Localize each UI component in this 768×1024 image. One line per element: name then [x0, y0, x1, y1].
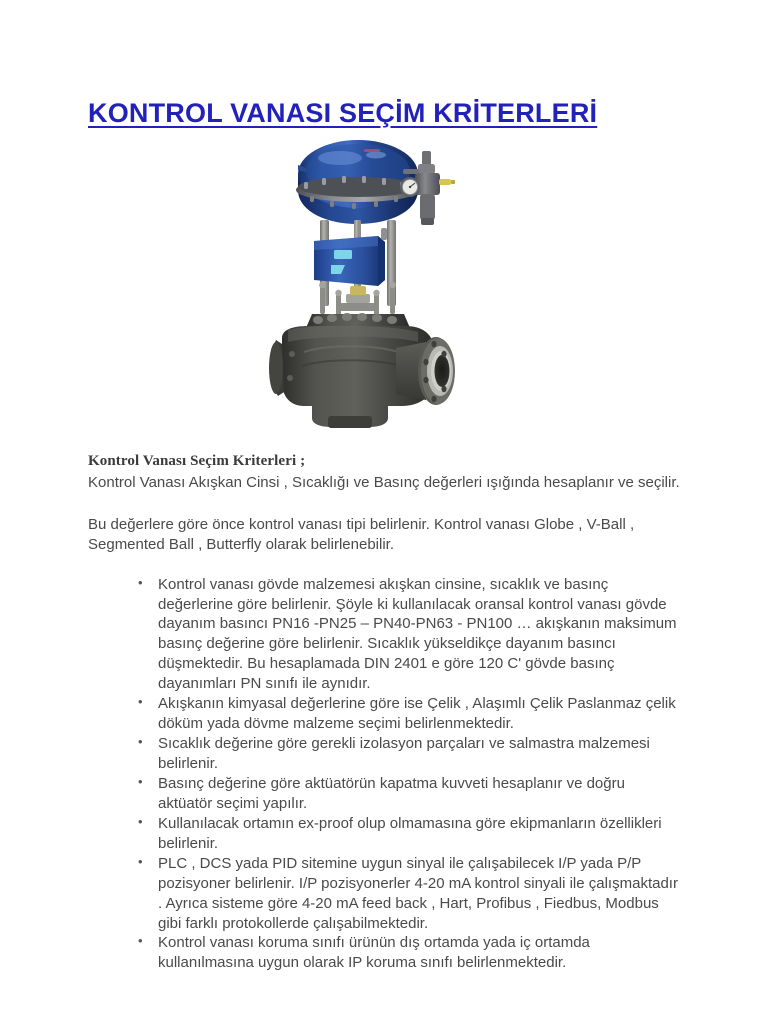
stem-coupling	[340, 286, 376, 311]
criteria-list	[88, 575, 682, 974]
inlet-flange	[269, 340, 284, 396]
page-title: KONTROL VANASI SEÇİM KRİTERLERİ	[88, 98, 598, 129]
paragraph-spacer	[88, 493, 682, 515]
list-item: • Kontrol vanası gövde malzemesi akışkan cinsine, sıcaklık ve basınç değerlerine göre belirlenir. Şöyle ki kullanılacak oransal kontrol vanası gövde dayanım basıncı PN16 -PN25 – PN40-PN63 - PN100 … akışkanın maksimum basınç değerine göre belirlenir. Sıcaklık yükseldikçe dayanım basıncı düşmektedir. Bu hesaplamada DIN 2401 e göre 120 C' gövde basınç dayanımları PN sınıfı ile aynıdır.	[88, 575, 682, 695]
lead-paragraph: Kontrol Vanası Akışkan Cinsi , Sıcaklığı ve Basınç değerleri ışığında hesaplanır ve seçilir.	[88, 473, 680, 491]
pressure-gauge	[400, 177, 420, 197]
list-item: • Basınç değerine göre aktüatörün kapatma kuvveti hesaplanır ve doğru aktüatör seçimi yapılır.	[88, 774, 682, 814]
document-body	[88, 452, 682, 973]
list-item: • Sıcaklık değerine göre gerekli izolasyon parçaları ve salmastra malzemesi belirlenir.	[88, 734, 682, 774]
brass-fitting	[439, 179, 451, 185]
list-item: • PLC , DCS yada PID sitemine uygun sinyal ile çalışabilecek I/P yada P/P pozisyoner belirlenir. I/P pozisyonerler 4-20 mA kontrol sinyali ile çalışmaktadır . Ayrıca sisteme göre 4-20 mA feed back , Hart, Profibus , Fiedbus, Modbus gibi farklı protokollerde çalışabilmektedir.	[88, 854, 682, 934]
outlet-flange	[396, 337, 455, 405]
control-valve-illustration	[268, 128, 508, 428]
list-item: • Akışkanın kimyasal değerlerine göre ise Çelik , Alaşımlı Çelik Paslanmaz çelik döküm yada dövme malzeme seçimi belirlenmektedir.	[88, 694, 682, 734]
list-item: • Kontrol vanası koruma sınıfı ürünün dış ortamda yada iç ortamda kullanılmasına uygun olarak IP koruma sınıfı belirlenmektedir.	[88, 933, 682, 973]
lead-heading: Kontrol Vanası Seçim Kriterleri ;	[88, 453, 306, 469]
positioner-display	[334, 250, 352, 259]
valve-figure	[268, 128, 508, 428]
second-paragraph: Bu değerlere göre önce kontrol vanası tipi belirlenir. Kontrol vanası Globe , V-Ball , Segmented Ball , Butterfly olarak belirlenebilir.	[88, 515, 635, 553]
list-item: • Kullanılacak ortamın ex-proof olup olmamasına göre ekipmanların özellikleri belirlenir.	[88, 814, 682, 854]
